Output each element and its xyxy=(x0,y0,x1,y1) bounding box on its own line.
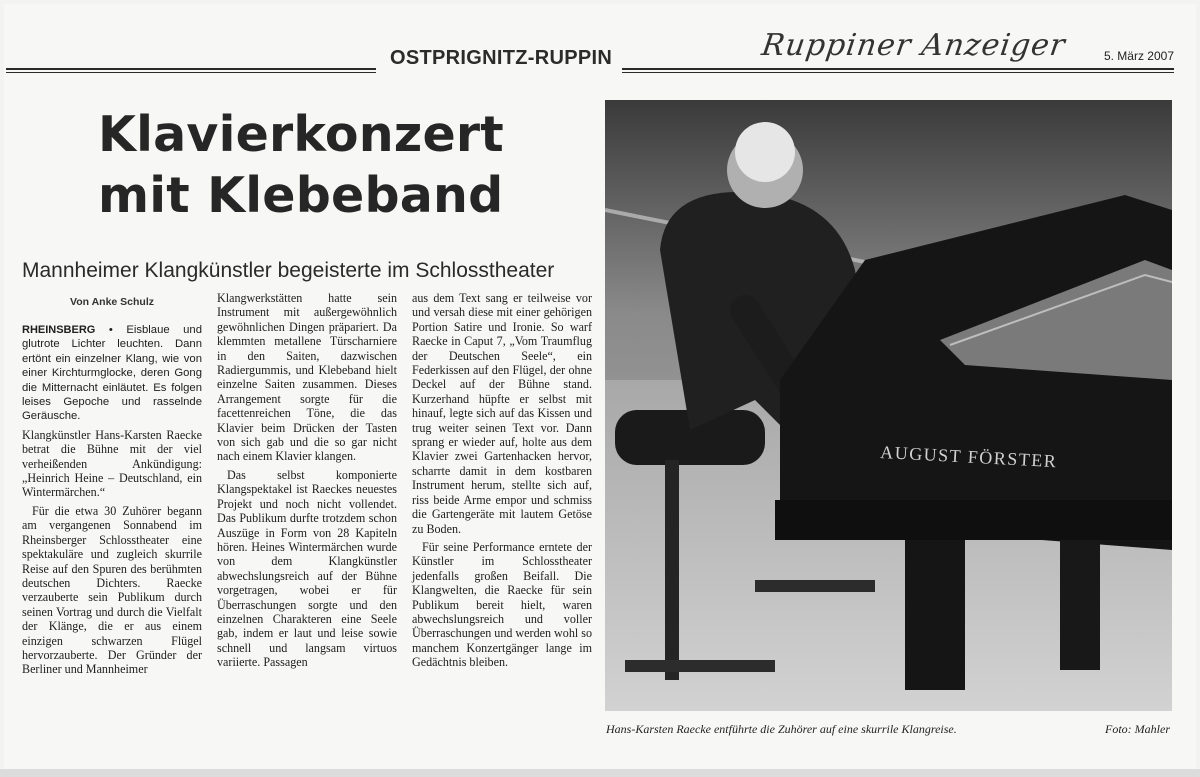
lead-text: Eisblaue und glutrote Lichter leuchten. Dann ertönt ein einzelner Klang, wie von einer Kirchturmglocke, deren Gong die Mitternacht einläutet. Es folgen leises Gepoche und rasselnde Geräusche. xyxy=(22,324,202,423)
section-title: OSTPRIGNITZ-RUPPIN xyxy=(390,47,613,69)
paragraph: Klangkünstler Hans-Karsten Raecke betrat die Bühne mit der viel verheißenden Ankündigung: „Heinrich Heine – Deutschland, ein Wintermärchen.“ xyxy=(22,427,202,500)
photo-credit: Foto: Mahler xyxy=(1105,722,1170,736)
header-rule-left xyxy=(6,68,376,70)
masthead-handwritten: Ruppiner Anzeiger xyxy=(759,28,1068,63)
paragraph: Für die etwa 30 Zuhörer begann am vergangenen Sonnabend im Rheinsberger Schlosstheater eine spektakuläre und zugleich skurrile Reise auf den Spuren des berühmten deutschen Dichters. Raecke verzauberte sein Publikum durch seinen Vortrag und durch die Vielfalt der Klänge, die er aus einem einzigen schwarzen Flügel hervorzauberte. Der Gründer der Berliner und Mannheimer xyxy=(22,503,202,677)
header-rule-right-thin xyxy=(622,72,1174,73)
header-rule-right xyxy=(622,68,1174,70)
paragraph: Das selbst komponierte Klangspektakel ist Raeckes neuestes Projekt und noch nicht vollendet. Das Publikum durfte trotzdem schon Auszüge in Form von 28 Kapiteln hören. Heines Wintermärchen wurde von dem Klangkünstler abwechslungsreich auf der Bühne vorgetragen, wobei er für Überraschungen sorgte und den einzelnen Charakteren eine Seele gab, indem er laut und leise sowie schnell und langsam virtuos variierte. Passagen xyxy=(217,467,397,670)
dateline: RHEINSBERG xyxy=(22,324,96,336)
scan-edge xyxy=(0,769,1200,777)
headline xyxy=(98,104,528,226)
photo-caption: Hans-Karsten Raecke entführte die Zuhörer auf eine skurrile Klangreise. xyxy=(606,722,957,736)
headline-line-2: mit Klebeband xyxy=(98,167,504,224)
article-column-2 xyxy=(217,291,397,674)
article-photo xyxy=(605,100,1172,711)
piano-brand-label: AUGUST FÖRSTER xyxy=(879,442,1058,472)
lead-paragraph: RHEINSBERG • Eisblaue und glutrote Lichter leuchten. Dann ertönt ein einzelner Klang, wie von einer Kirchturmglocke, deren Gong die Mitternacht einläutet. Es folgen leises Gepoche und rasselnde Geräusche. xyxy=(22,324,202,423)
paragraph: Klangwerkstätten hatte sein Instrument mit außergewöhnlich gewöhnlichen Dingen präpariert. Da klemmten metallene Türscharniere in den Saiten, dazwischen Radiergummis, und Klebeband hielt einzelne Saiten zusammen. Dieses Arrangement sorgte für die facettenreichen Töne, die das Klavier beim Drücken der Tasten von sich gab und die so gar nicht nach einem Klavier klangen. xyxy=(217,291,397,464)
pianist-photo-illustration xyxy=(605,100,1172,711)
article-column-1 xyxy=(22,323,202,681)
article-column-3 xyxy=(412,291,592,674)
paragraph: aus dem Text sang er teilweise vor und versah diese mit einer gehörigen Portion Satire und Ironie. So warf Raecke in Caput 7, „Vom Traumflug der Deutschen Seele“, ein Federkissen auf den Flügel, der ohne Deckel auf der Bühne stand. Kurzerhand hüpfte er selbst mit hinauf, legte sich auf das Kissen und trug weiter seinen Text vor. Dann sprang er wieder auf, holte aus dem Klavier zwei Gartenhacken hervor, scharrte damit in dem kostbaren Instrument herum, stellte sich auf, riss beide Arme empor und schmiss die Gartengeräte mit lautem Getöse zu Boden. xyxy=(412,291,592,536)
headline-line-1: Klavierkonzert xyxy=(98,106,504,163)
byline: Von Anke Schulz xyxy=(70,296,155,308)
paragraph: Für seine Performance erntete der Künstler im Schlosstheater jedenfalls großen Beifall. Die Klangwelten, die Raecke für sein Publikum bereit hielt, waren abwechslungsreich und voller Überraschungen und werden wohl so manchem Konzertgänger lange im Gedächtnis bleiben. xyxy=(412,539,593,670)
issue-date: 5. März 2007 xyxy=(1103,49,1174,63)
header-rule-left-thin xyxy=(6,72,376,73)
subheadline: Mannheimer Klangkünstler begeisterte im Schlosstheater xyxy=(22,259,555,282)
